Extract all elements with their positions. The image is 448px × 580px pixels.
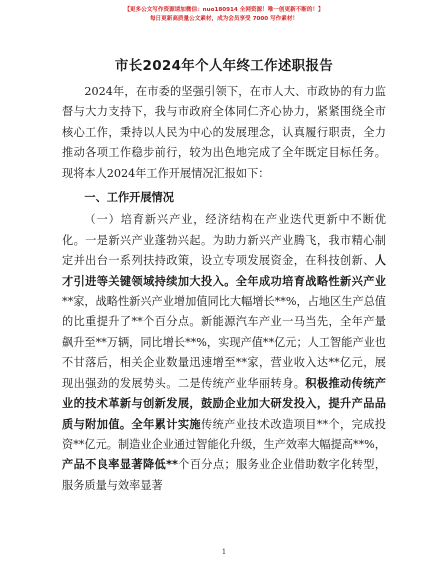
promo-banner [0, 6, 448, 23]
promo-banner-line-1: 【更多公文写作资源请加微信：nuo180914 全网资源！唯一创更新不断的！】 [124, 7, 324, 13]
document-body [62, 82, 386, 496]
paragraph-bold-2: 积极推动传统产业的技术革新与创新发展，鼓励企业加大研发投入，提升产品品质与附加值。全年累计实施 [62, 376, 386, 431]
paragraph-text-3: 传统产业技术改造项目**个，完成投资**亿元。制造业企业通过智能化升级，生产效率大幅提高**%， [62, 417, 386, 451]
document-title: 市长2024年个人年终工作述职报告 [114, 58, 334, 74]
section-heading-container [62, 188, 386, 208]
section-heading: 一、工作开展情况 [84, 191, 174, 205]
intro-paragraph: 2024年，在市委的坚强引领下，在市人大、市政协的有力监督与大力支持下，我与市政府全体同仁齐心协力，紧紧围绕全市核心工作，秉持以人民为中心的发展理念，认真履行职责，全力推动各项工作稳步前行，较为出色地完成了全年既定目标任务。现将本人2024年工作开展情况汇报如下： [62, 85, 386, 180]
paragraph-text-4: 个百分点；服务业企业借助数字化转型，服务质量与效率显著 [62, 458, 386, 492]
body-paragraph [62, 210, 386, 496]
paragraph-bold-3: 产品不良率显著降低** [62, 458, 178, 472]
paragraph-text-1: （一）培育新兴产业，经济结构在产业迭代更新中不断优化。一是新兴产业蓬勃兴起。为助力新兴产业腾飞，我市精心制定并出台一系列扶持政策，设立专项发展资金，在科技创新、 [62, 213, 386, 268]
promo-banner-line-2: 每日更新高质量公文素材，成为会员享受 7000 写作素材！ [149, 15, 299, 22]
page-number: 1 [221, 548, 227, 556]
paragraph-text-2: **家，战略性新兴产业增加值同比大幅增长**%，占地区生产总值的比重提升了**个百分点。新能源汽车产业一马当先，全年产量飙升至**万辆，同比增长**%，实现产值**亿元；人工智能产业也不甘落后，相关企业数量迅速增至**家，营业收入达**亿元，展现出强劲的发展势头。二是传统产业华丽转身。 [62, 295, 386, 390]
paragraph-bold-1: 人才引进等关键领域持续加大投入。全年成功培育战略性新兴产业 [62, 254, 386, 288]
